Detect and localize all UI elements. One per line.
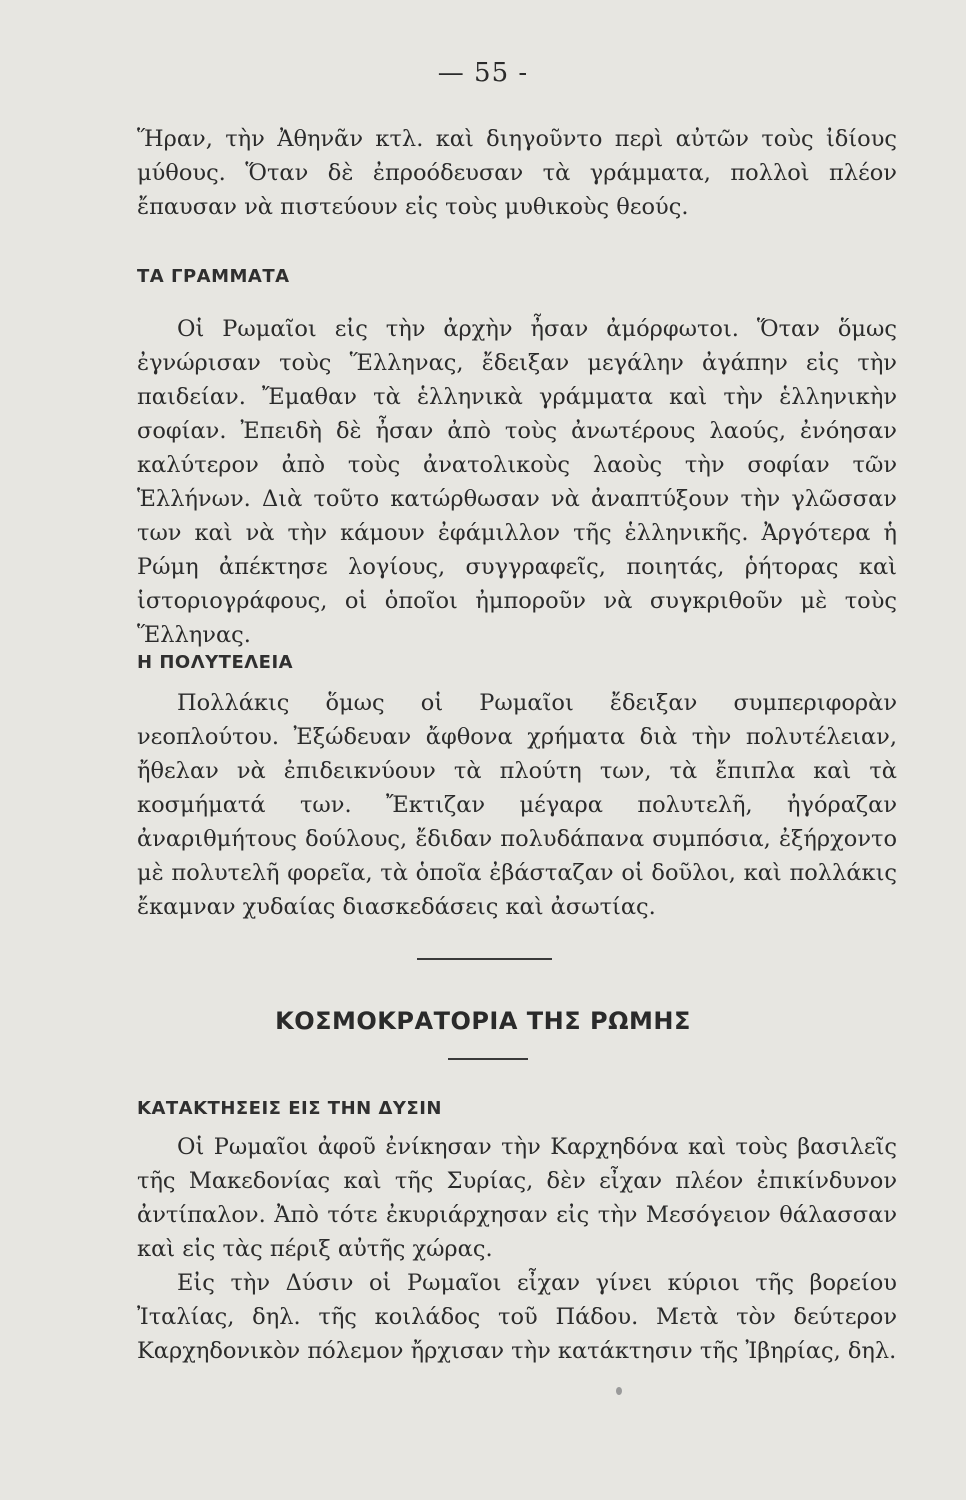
divider-rule-top — [417, 958, 552, 960]
section-paragraph-polyteleia: Πολλάκις ὅμως οἱ Ρωμαῖοι ἔδειξαν συμπεριφορὰν νεοπλούτου. Ἐξώδευαν ἄφθονα χρήματα διὰ τὴν πολυτέλειαν, ἤθελαν νὰ ἐπιδεικνύουν τὰ πλούτη των, τὰ ἔπιπλα καὶ τὰ κοσμήματά των. Ἔκτιζαν μέγαρα πολυτελῆ, ἠγόραζαν ἀναριθμήτους δούλους, ἔδιδαν πολυδάπανα συμπόσια, ἐξήρχοντο μὲ πολυτελῆ φορεῖα, τὰ ὁποῖα ἐβάσταζαν οἱ δοῦλοι, καὶ πολλάκις ἔκαμναν χυδαίας διασκεδάσεις καὶ ἀσωτίας. — [137, 690, 897, 920]
intro-paragraph: Ἥραν, τὴν Ἀθηνᾶν κτλ. καὶ διηγοῦντο περὶ αὐτῶν τοὺς ἰδίους μύθους. Ὅταν δὲ ἐπροόδευσαν τὰ γράμματα, πολλοὶ πλέον ἔπαυσαν νὰ πιστεύουν εἰς τοὺς μυθικοὺς θεούς. — [137, 126, 897, 220]
chapter-paragraph-1: Οἱ Ρωμαῖοι ἀφοῦ ἐνίκησαν τὴν Καρχηδόνα καὶ τοὺς βασιλεῖς τῆς Μακεδονίας καὶ τῆς Συρίας, δὲν εἶχαν πλέον ἐπικίνδυνον ἀντίπαλον. Ἀπὸ τότε ἐκυριάρχησαν εἰς τὴν Μεσόγειον θάλασσαν καὶ εἰς τὰς πέριξ αὐτῆς χώρας. — [137, 1134, 897, 1262]
section-paragraph-grammata: Οἱ Ρωμαῖοι εἰς τὴν ἀρχὴν ἦσαν ἀμόρφωτοι. Ὅταν ὅμως ἐγνώρισαν τοὺς Ἕλληνας, ἔδειξαν μεγάλην ἀγάπην εἰς τὴν παιδείαν. Ἔμαθαν τὰ ἑλληνικὰ γράμματα καὶ τὴν ἑλληνικὴν σοφίαν. Ἐπειδὴ δὲ ἦσαν ἀπὸ τοὺς ἀνωτέρους λαούς, ἐνόησαν καλύτερον ἀπὸ τοὺς ἀνατολικοὺς λαοὺς τὴν σοφίαν τῶν Ἑλλήνων. Διὰ τοῦτο κατώρθωσαν νὰ ἀναπτύξουν τὴν γλῶσσαν των καὶ νὰ τὴν κάμουν ἐφάμιλλον τῆς ἑλληνικῆς. Ἀργότερα ἡ Ρώμη ἀπέκτησε λογίους, συγγραφεῖς, ποιητάς, ῥήτορας καὶ ἱστοριογράφους, οἱ ὁποῖοι ἠμποροῦν νὰ συγκριθοῦν μὲ τοὺς Ἕλληνας. — [137, 316, 897, 648]
ink-speck — [616, 1387, 622, 1395]
section-heading-polyteleia: Η ΠΟΛΥΤΕΛΕΙΑ — [137, 652, 294, 673]
section-heading-kataktiseis: ΚΑΤΑΚΤΗΣΕΙΣ ΕΙΣ ΤΗΝ ΔΥΣΙΝ — [137, 1098, 442, 1119]
chapter-paragraph-2: Εἰς τὴν Δύσιν οἱ Ρωμαῖοι εἶχαν γίνει κύριοι τῆς βορείου Ἰταλίας, δηλ. τῆς κοιλάδος τοῦ Πάδου. Μετὰ τὸν δεύτερον Καρχηδονικὸν πόλεμον ἤρχισαν τὴν κατάκτησιν τῆς Ἰβηρίας, δηλ. — [137, 1270, 897, 1364]
divider-rule-bottom — [448, 1058, 528, 1060]
page-number: — 55 - — [437, 58, 529, 88]
chapter-title: ΚΟΣΜΟΚΡΑΤΟΡΙΑ ΤΗΣ ΡΩΜΗΣ — [275, 1007, 691, 1035]
section-heading-grammata: ΤΑ ΓΡΑΜΜΑΤΑ — [137, 266, 290, 287]
